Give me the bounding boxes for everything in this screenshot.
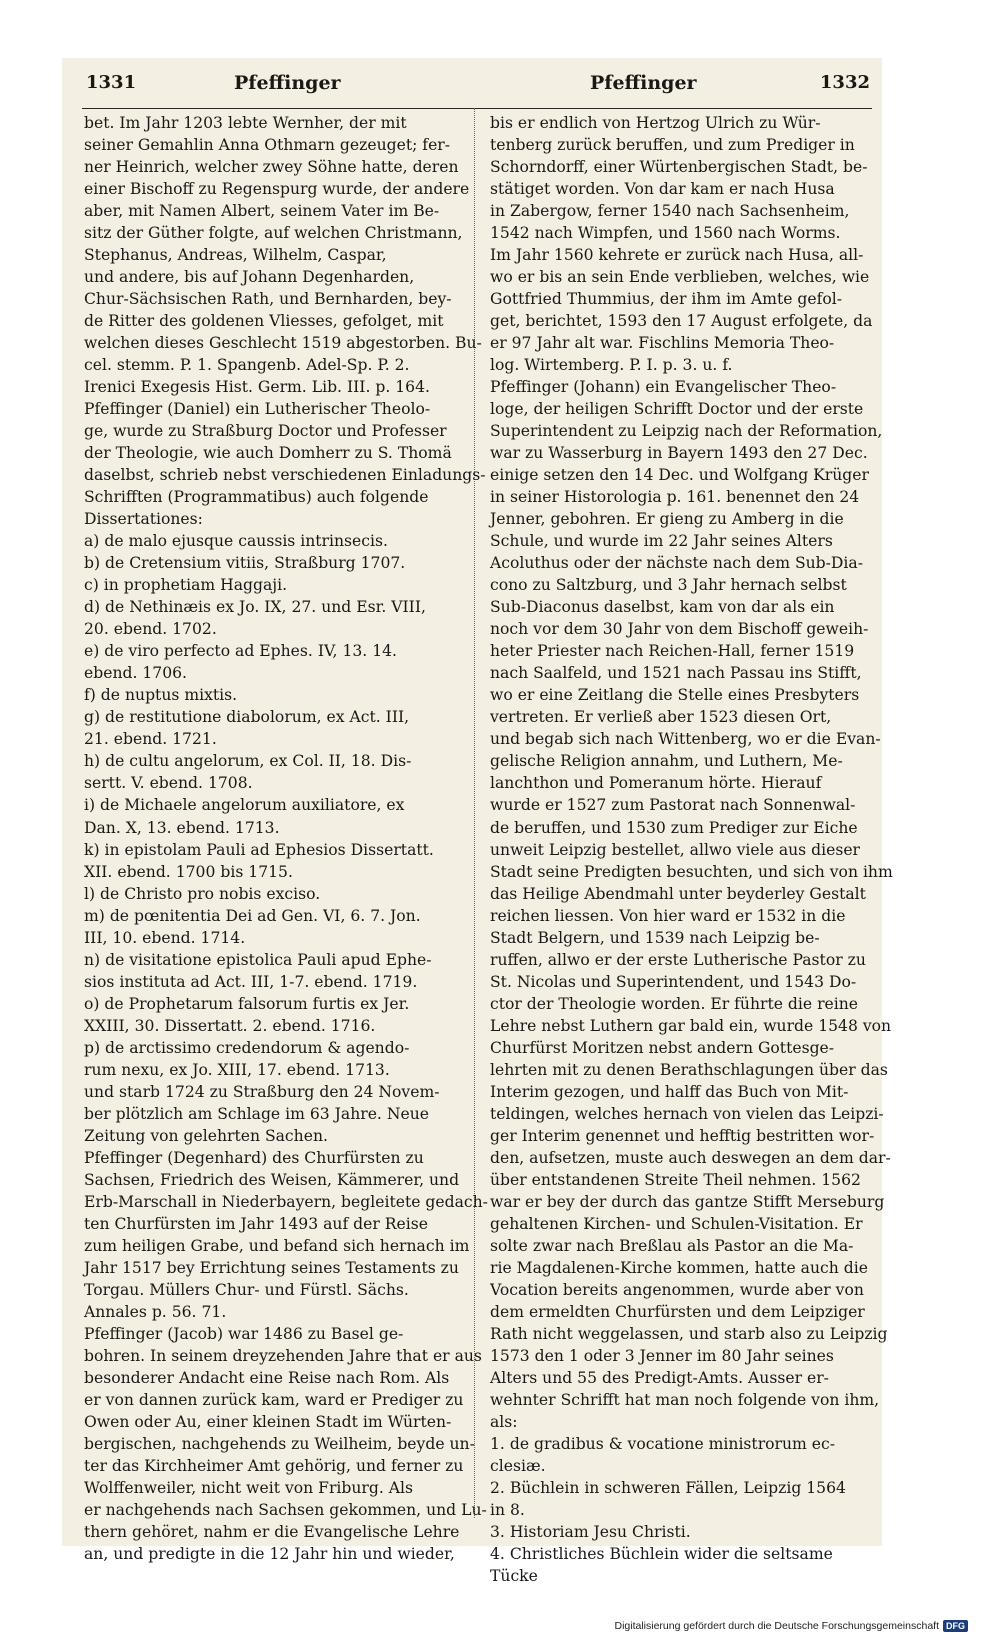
left-running-title: Pfeffinger xyxy=(234,72,341,94)
text-line: Dan. X, 13. ebend. 1713. xyxy=(84,818,280,837)
text-line: Stephanus, Andreas, Wilhelm, Caspar, xyxy=(84,246,387,265)
text-line: Rath nicht weggelassen, und starb also zu Leipzig xyxy=(490,1324,888,1343)
footer-credit-text: Digitalisierung gefördert durch die Deutsche Forschungsgemeinschaft xyxy=(614,1620,939,1632)
text-line: einige setzen den 14 Dec. und Wolfgang Krüger xyxy=(490,466,869,485)
text-line: sitz der Güther folgte, auf welchen Christmann, xyxy=(84,224,463,243)
text-line: l) de Christo pro nobis exciso. xyxy=(84,884,321,903)
text-line: er 97 Jahr alt war. Fischlins Memoria Theo- xyxy=(490,334,835,353)
text-line: m) de pœnitentia Dei ad Gen. VI, 6. 7. Jon. xyxy=(84,906,421,925)
text-line: bet. Im Jahr 1203 lebte Wernher, der mit xyxy=(84,114,407,132)
text-line: b) de Cretensium vitiis, Straßburg 1707. xyxy=(84,554,406,573)
text-line: war zu Wasserburg in Bayern 1493 den 27 Dec. xyxy=(490,444,868,463)
text-line: log. Wirtemberg. P. I. p. 3. u. f. xyxy=(490,356,733,375)
text-line: St. Nicolas und Superintendent, und 1543 Do- xyxy=(490,972,857,991)
text-line: gelische Religion annahm, und Luthern, Me- xyxy=(490,752,843,771)
text-line: ner Heinrich, welcher zwey Söhne hatte, deren xyxy=(84,158,459,177)
text-line: ger Interim genennet und hefftig bestritten wor- xyxy=(490,1126,875,1145)
text-line: teldingen, welches hernach von vielen das Leipzi- xyxy=(490,1104,884,1123)
text-line: und andere, bis auf Johann Degenharden, xyxy=(84,268,415,287)
text-line: i) de Michaele angelorum auxiliatore, ex xyxy=(84,796,405,815)
text-line: vertreten. Er verließ aber 1523 diesen Ort, xyxy=(490,708,832,727)
text-line: Owen oder Au, einer kleinen Stadt im Würten- xyxy=(84,1412,452,1431)
text-line: dem ermeldten Churfürsten und dem Leipziger xyxy=(490,1302,865,1321)
text-line: bis er endlich von Hertzog Ulrich zu Wür- xyxy=(490,114,821,132)
text-line: Lehre nebst Luthern gar bald ein, wurde 1548 von xyxy=(490,1016,892,1035)
text-line: p) de arctissimo credendorum & agendo- xyxy=(84,1038,410,1057)
text-line: 1542 nach Wimpfen, und 1560 nach Worms. xyxy=(490,224,841,243)
text-line: er von dannen zurück kam, ward er Prediger zu xyxy=(84,1390,464,1409)
text-line: 20. ebend. 1702. xyxy=(84,620,217,639)
text-line: das Heilige Abendmahl unter beyderley Gestalt xyxy=(490,884,866,903)
text-line: ge, wurde zu Straßburg Doctor und Professer xyxy=(84,422,447,441)
text-line: noch vor dem 30 Jahr von dem Bischoff geweih- xyxy=(490,620,869,639)
text-line: Pfeffinger (Degenhard) des Churfürsten zu xyxy=(84,1148,424,1167)
text-line: zum heiligen Grabe, und befand sich hernach im xyxy=(84,1236,470,1255)
text-line: Sub-Diaconus daselbst, kam von dar als ein xyxy=(490,598,835,617)
text-line: de beruffen, und 1530 zum Prediger zur Eiche xyxy=(490,818,858,837)
text-line: o) de Prophetarum falsorum furtis ex Jer. xyxy=(84,994,410,1013)
text-line: wehnter Schrifft hat man noch folgende von ihm, xyxy=(490,1390,880,1409)
text-line: der Theologie, wie auch Domherr zu S. Thomä xyxy=(84,444,452,463)
digitization-footer xyxy=(614,1620,968,1632)
text-line: Dissertationes: xyxy=(84,510,203,529)
text-line: n) de visitatione epistolica Pauli apud Ephe- xyxy=(84,950,432,969)
text-line: Schrifften (Programmatibus) auch folgende xyxy=(84,488,429,507)
text-line: 2. Büchlein in schweren Fällen, Leipzig 1564 xyxy=(490,1478,846,1497)
text-line: 4. Christliches Büchlein wider die seltsame xyxy=(490,1545,833,1564)
text-line: rie Magdalenen-Kirche kommen, hatte auch die xyxy=(490,1258,868,1277)
text-line: Zeitung von gelehrten Sachen. xyxy=(84,1126,328,1145)
text-line: lanchthon und Pomeranum hörte. Hierauf xyxy=(490,774,822,793)
text-line: Schorndorff, einer Würtenbergischen Stadt, be- xyxy=(490,158,868,177)
text-line: rum nexu, ex Jo. XIII, 17. ebend. 1713. xyxy=(84,1060,390,1079)
text-line: wurde er 1527 zum Pastorat nach Sonnenwal- xyxy=(490,796,856,815)
text-line: e) de viro perfecto ad Ephes. IV, 13. 14. xyxy=(84,642,397,661)
text-line: Irenici Exegesis Hist. Germ. Lib. III. p. 164. xyxy=(84,378,430,397)
text-line: in 8. xyxy=(490,1500,525,1519)
text-line: cel. stemm. P. 1. Spangenb. Adel-Sp. P. 2. xyxy=(84,356,410,375)
text-line: f) de nuptus mixtis. xyxy=(84,686,238,705)
text-line: in Zabergow, ferner 1540 nach Sachsenheim, xyxy=(490,202,850,221)
text-line: einer Bischoff zu Regenspurg wurde, der andere xyxy=(84,180,470,199)
column-divider xyxy=(474,108,475,1518)
text-line: und starb 1724 zu Straßburg den 24 Novem- xyxy=(84,1082,440,1101)
right-running-title: Pfeffinger xyxy=(590,72,697,94)
text-line: Acoluthus oder der nächste nach dem Sub-Dia- xyxy=(490,554,863,573)
text-line: Jenner, gebohren. Er gieng zu Amberg in die xyxy=(490,510,844,529)
text-line: Stadt Belgern, und 1539 nach Leipzig be- xyxy=(490,928,820,947)
text-line: Wolffenweiler, nicht weit von Friburg. Als xyxy=(84,1478,414,1497)
text-line: a) de malo ejusque caussis intrinsecis. xyxy=(84,532,388,551)
text-line: Pfeffinger (Johann) ein Evangelischer Theo- xyxy=(490,378,837,397)
text-line: aber, mit Namen Albert, seinem Vater im Be- xyxy=(84,202,440,221)
text-line: Annales p. 56. 71. xyxy=(84,1302,227,1321)
text-line: Churfürst Moritzen nebst andern Gottesge- xyxy=(490,1038,835,1057)
text-line: XII. ebend. 1700 bis 1715. xyxy=(84,862,293,881)
text-line: wo er bis an sein Ende verblieben, welches, wie xyxy=(490,268,870,287)
text-line: g) de restitutione diabolorum, ex Act. III, xyxy=(84,708,410,727)
text-line: d) de Nethinæis ex Jo. IX, 27. und Esr. VIII, xyxy=(84,598,426,617)
text-line: Alters und 55 des Predigt-Amts. Ausser er- xyxy=(490,1368,829,1387)
text-line: bohren. In seinem dreyzehenden Jahre that er aus xyxy=(84,1346,482,1365)
text-line: 1573 den 1 oder 3 Jenner im 80 Jahr seines xyxy=(490,1346,834,1365)
text-line: Sachsen, Friedrich des Weisen, Kämmerer, und xyxy=(84,1170,460,1189)
text-line: h) de cultu angelorum, ex Col. II, 18. Dis- xyxy=(84,752,412,771)
text-line: Superintendent zu Leipzig nach der Reformation, xyxy=(490,422,883,441)
text-line: ebend. 1706. xyxy=(84,664,188,683)
text-line: wo er eine Zeitlang die Stelle eines Presbyters xyxy=(490,686,860,705)
text-line: k) in epistolam Pauli ad Ephesios Dissertatt. xyxy=(84,840,434,859)
text-line: ruffen, allwo er der erste Lutherische Pastor zu xyxy=(490,950,866,969)
text-line: Vocation bereits angenommen, wurde aber von xyxy=(490,1280,864,1299)
right-page-number: 1332 xyxy=(819,72,870,93)
text-line: Chur-Sächsischen Rath, und Bernharden, bey- xyxy=(84,290,452,309)
text-line: ter das Kirchheimer Amt gehörig, und ferner zu xyxy=(84,1456,464,1475)
text-line: und begab sich nach Wittenberg, wo er die Evan- xyxy=(490,730,881,749)
text-line: den, aufsetzen, muste auch deswegen an dem dar- xyxy=(490,1148,891,1167)
text-line: III, 10. ebend. 1714. xyxy=(84,928,246,947)
text-line: 3. Historiam Jesu Christi. xyxy=(490,1523,691,1541)
text-line: gehaltenen Kirchen- und Schulen-Visitation. Er xyxy=(490,1214,863,1233)
text-line: besonderer Andacht eine Reise nach Rom. Als xyxy=(84,1368,450,1387)
text-line: seiner Gemahlin Anna Othmarn gezeuget; fer- xyxy=(84,136,451,155)
text-line: thern gehöret, nahm er die Evangelische Lehre xyxy=(84,1523,460,1541)
text-line: Pfeffinger (Jacob) war 1486 zu Basel ge- xyxy=(84,1324,404,1343)
text-line: bergischen, nachgehends zu Weilheim, beyde un- xyxy=(84,1434,475,1453)
text-line: sios instituta ad Act. III, 1-7. ebend. 1719. xyxy=(84,972,418,991)
text-line: reichen liessen. Von hier ward er 1532 in die xyxy=(490,906,846,925)
left-text-column xyxy=(84,112,488,1564)
text-line: unweit Leipzig bestellet, allwo viele aus dieser xyxy=(490,840,861,859)
text-line: Interim gezogen, und halff das Buch von Mit- xyxy=(490,1082,849,1101)
text-line: get, berichtet, 1593 den 17 August erfolgete, da xyxy=(490,312,873,331)
text-line: er nachgehends nach Sachsen gekommen, und Lu- xyxy=(84,1500,487,1519)
text-line: stätiget worden. Von dar kam er nach Husa xyxy=(490,180,835,199)
text-line: Tücke xyxy=(490,1567,538,1586)
dfg-logo: DFG xyxy=(943,1620,968,1632)
text-line: über entstandenen Streite Theil nehmen. 1562 xyxy=(490,1170,861,1189)
text-line: ten Churfürsten im Jahr 1493 auf der Reise xyxy=(84,1214,428,1233)
text-line: ber plötzlich am Schlage im 63 Jahre. Neue xyxy=(84,1104,429,1123)
text-line: 21. ebend. 1721. xyxy=(84,730,217,749)
text-line: nach Saalfeld, und 1521 nach Passau ins Stifft, xyxy=(490,664,862,683)
text-line: ctor der Theologie worden. Er führte die reine xyxy=(490,994,859,1013)
text-line: welchen dieses Geschlecht 1519 abgestorben. Bu- xyxy=(84,334,482,353)
text-line: tenberg zurück beruffen, und zum Prediger in xyxy=(490,136,855,155)
text-line: 1. de gradibus & vocatione ministrorum ec- xyxy=(490,1434,836,1453)
left-page-number: 1331 xyxy=(86,72,137,93)
text-line: Jahr 1517 bey Errichtung seines Testaments zu xyxy=(84,1258,459,1277)
text-line: Stadt seine Predigten besuchten, und sich von ihm xyxy=(490,862,893,881)
text-line: sertt. V. ebend. 1708. xyxy=(84,774,253,793)
text-line: Pfeffinger (Daniel) ein Lutherischer Theolo- xyxy=(84,400,431,419)
text-line: Torgau. Müllers Chur- und Fürstl. Sächs. xyxy=(84,1280,409,1299)
text-line: Gottfried Thummius, der ihm im Amte gefol- xyxy=(490,290,843,309)
page-header xyxy=(82,68,872,109)
right-text-column xyxy=(490,112,893,1586)
text-line: lehrten mit zu denen Berathschlagungen über das xyxy=(490,1060,888,1079)
text-line: solte zwar nach Breßlau als Pastor an die Ma- xyxy=(490,1236,854,1255)
text-line: heter Priester nach Reichen-Hall, ferner 1519 xyxy=(490,642,855,661)
text-line: Im Jahr 1560 kehrete er zurück nach Husa, all- xyxy=(490,246,864,265)
text-line: clesiæ. xyxy=(490,1456,546,1475)
text-line: in seiner Historologia p. 161. benennet den 24 xyxy=(490,488,860,507)
text-line: an, und predigte in die 12 Jahr hin und wieder, xyxy=(84,1545,455,1564)
text-line: loge, der heiligen Schrifft Doctor und der erste xyxy=(490,400,864,419)
text-line: Schule, und wurde im 22 Jahr seines Alters xyxy=(490,532,833,551)
text-line: de Ritter des goldenen Vliesses, gefolget, mit xyxy=(84,312,444,331)
text-line: c) in prophetiam Haggaji. xyxy=(84,576,288,595)
text-line: Erb-Marschall in Niederbayern, begleitete gedach- xyxy=(84,1192,488,1211)
text-line: XXIII, 30. Dissertatt. 2. ebend. 1716. xyxy=(84,1016,376,1035)
text-line: cono zu Saltzburg, und 3 Jahr hernach selbst xyxy=(490,576,847,595)
text-line: daselbst, schrieb nebst verschiedenen Einladungs- xyxy=(84,466,486,485)
text-line: war er bey der durch das gantze Stifft Merseburg xyxy=(490,1192,885,1211)
text-line: als: xyxy=(490,1412,518,1431)
